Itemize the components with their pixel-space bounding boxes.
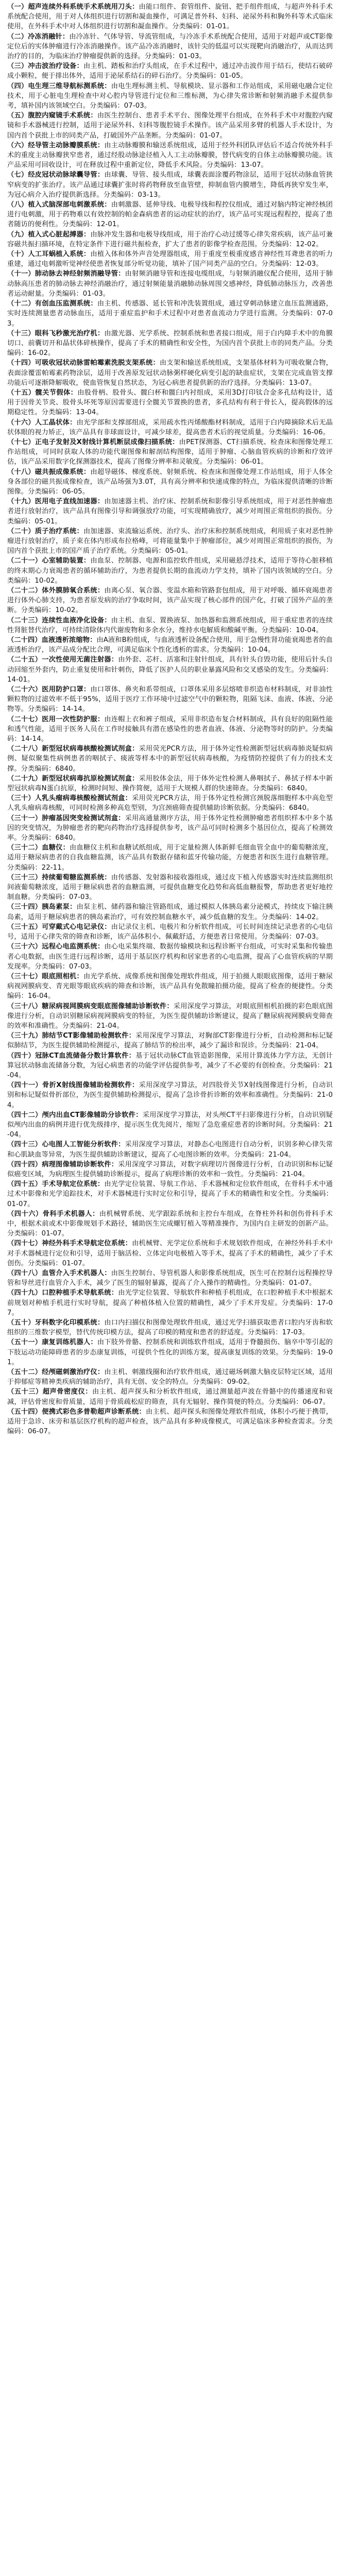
entry-paragraph bbox=[7, 942, 333, 972]
entry-heading: （二十八）新型冠状病毒核酸检测试剂盒： bbox=[7, 745, 139, 753]
entry-heading: （三十六）远程心电监测系统： bbox=[7, 943, 105, 951]
entry-text: 由主机、传感器、延长管和冲洗装置组成，通过穿刺动脉建立血压监测通路，实时连续测量患者动脉血压，适用于重症监护和手术过程中对患者血流动力学进行监测。分类编码：07-03。 bbox=[7, 300, 333, 328]
entry-text: 由泵主机、储药器和输注管路组成，通过模拟人体胰岛素分泌模式，持续皮下输注胰岛素，适用于糖尿病患者的胰岛素治疗，可有效控制血糖水平，减少低血糖的发生。分类编码：14-02。 bbox=[7, 903, 333, 921]
entry-heading: （二十九）新型冠状病毒抗原检测试剂盒： bbox=[7, 774, 139, 783]
entry-paragraph bbox=[7, 170, 333, 200]
entry-paragraph bbox=[7, 1318, 333, 1337]
entry-paragraph bbox=[7, 1337, 333, 1367]
entry-paragraph bbox=[7, 1288, 333, 1318]
entry-heading: （五十三）超声骨密度仪： bbox=[7, 1388, 92, 1396]
entry-text: 由A液和B粉组成，与血液透析设备配合使用，用于急慢性肾功能衰竭患者的血液透析治疗，该产品成分配比合理，可满足临床个性化透析的需求。分类编码：10-04。 bbox=[7, 636, 333, 654]
entry-heading: （三十四）胰岛素泵： bbox=[7, 903, 77, 911]
entry-heading: （三十九）肺结节CT影像辅助检测软件： bbox=[7, 1032, 136, 1040]
entry-paragraph bbox=[7, 902, 333, 922]
entry-paragraph bbox=[7, 1367, 333, 1387]
entry-heading: （十九）医用电子直线加速器： bbox=[7, 498, 105, 506]
entry-text: 基于冠状动脉CT血管造影图像，采用计算流体力学方法，无创计算冠状动脉血流储备分数，为冠心病患者的功能学评估提供参考，减少了不必要的有创检查。分类编码：21-04。 bbox=[7, 1052, 333, 1079]
entry-paragraph bbox=[7, 527, 333, 556]
entry-paragraph bbox=[7, 299, 333, 329]
entry-paragraph bbox=[7, 329, 333, 359]
entry-heading: （三十三）持续葡萄糖监测系统： bbox=[7, 873, 111, 882]
entry-paragraph bbox=[7, 814, 333, 843]
entry-text: 采用深度学习算法，对胸部CT影像进行分析，自动检测和标记疑似肺结节，为医生提供辅助检测提示，提高了肺结节的检出率，减少了漏诊和误诊。分类编码：21-04。 bbox=[7, 1032, 333, 1050]
entry-heading: （四十三）心电图人工智能分析软件： bbox=[7, 1141, 125, 1149]
entry-paragraph bbox=[7, 1002, 333, 1031]
entry-heading: （四十）冠脉CT血流储备分数计算软件： bbox=[7, 1052, 136, 1060]
entry-paragraph bbox=[7, 1080, 333, 1110]
entry-heading: （十八）磁共振成像系统： bbox=[7, 468, 91, 476]
entry-text: 由主机、超声探头和分析软件组成，通过测量超声波在骨骼中的传播速度和衰减，评估骨密度和骨质量，适用于骨质疏松症的筛查，具有无辐射、操作简便的特点。分类编码：06-07。 bbox=[7, 1388, 333, 1406]
entry-heading: （五十二）经颅磁刺激治疗仪： bbox=[7, 1368, 105, 1377]
entry-text: 由记录仪主机、电极片和分析软件组成，可长时间连续记录患者的心电信号，适用于心律失常的筛查和诊断，该产品体积小、佩戴舒适，方便患者日常使用。分类编码：07-03。 bbox=[7, 923, 333, 941]
entry-paragraph bbox=[7, 635, 333, 655]
entry-heading: （三十七）眼底照相机： bbox=[7, 972, 83, 980]
entry-paragraph bbox=[7, 1031, 333, 1050]
entry-heading: （四十五）手术导航定位系统： bbox=[7, 1180, 105, 1189]
entry-text: 由血糖仪主机和血糖试纸组成，用于定量检测人体新鲜毛细血管全血中的葡萄糖浓度，适用于糖尿病患者的自我血糖监测，该产品具有数据存储和蓝牙传输功能，方便患者和医生进行血糖管理。分类编码：22-11。 bbox=[7, 844, 333, 872]
entry-paragraph bbox=[7, 269, 333, 299]
entry-paragraph bbox=[7, 972, 333, 1002]
entry-heading: （七）经皮冠状动脉球囊导管： bbox=[7, 171, 105, 179]
entry-text: 由支架和输送系统组成，支架基体材料为可吸收聚合物，表面涂覆雷帕霉素药物涂层，适用于改善原发冠状动脉粥样硬化病变引起的缺血症状，支架在完成血管支撑功能后可逐渐降解吸收，使血管恢复自然状态，为冠心病患者提供新的治疗选择。分类编码：13-07。 bbox=[7, 359, 333, 387]
entry-text: 由射频消融导管和连接电缆组成，与射频消融仪配合使用，适用于肺动脉高压患者的肺动脉去神经消融治疗，通过射频能量消融肺动脉周围交感神经，降低肺动脉压力，改善患者运动耐量。分类编码：01-03。 bbox=[7, 270, 333, 298]
entry-text: 采用深度学习算法，对静态心电图进行自动分析，识别多种心律失常和心肌缺血等异常，为医生提供辅助诊断建议，提高了心电图诊断的效率。分类编码：21-04。 bbox=[7, 1141, 333, 1159]
entry-heading: （三十二）血糖仪： bbox=[7, 844, 70, 852]
entry-text: 由外套、芯杆、活塞和注射针组成，具有针头自毁功能，使用后针头自动回缩至外套内，防止重复使用和针刺伤，降低了医护人员的职业暴露风险和交叉感染的发生。分类编码：14-01。 bbox=[7, 656, 333, 684]
entry-paragraph bbox=[7, 32, 333, 62]
entry-heading: （二）冷冻消融针： bbox=[7, 32, 70, 41]
entry-heading: （二十二）体外膜肺氧合系统： bbox=[7, 586, 105, 595]
entry-heading: （四十六）骨科手术机器人： bbox=[7, 1210, 99, 1218]
entry-heading: （五十）牙科数字化印模系统： bbox=[7, 1319, 105, 1327]
entry-paragraph bbox=[7, 556, 333, 586]
entry-heading: （四十二）颅内出血CT影像辅助分诊软件： bbox=[7, 1111, 143, 1119]
entry-paragraph bbox=[7, 586, 333, 616]
entry-text: 由股骨柄、股骨头、髋臼杯和髋臼内衬组成，采用3D打印钛合金多孔结构设计，适用于因骨关节炎、股骨头坏死等原因需要进行全髋关节置换的患者，多孔结构有利于骨长入，提高假体的远期稳定性。分类编码：13-04。 bbox=[7, 388, 333, 417]
entry-paragraph bbox=[7, 497, 333, 527]
entry-text: 由离心泵、氧合器、变温水箱和管路套包组成，用于对呼吸、循环衰竭患者进行体外心肺支持，为患者原发病的治疗争取时间，该产品实现了核心部件的国产化，打破了国外产品的垄断。分类编码：10-02。 bbox=[7, 586, 333, 615]
entry-text: 由加速器主机、治疗床、控制系统和影像引导系统组成，用于对恶性肿瘤患者进行放射治疗，该产品具有图像引导和调强放疗功能，可实现精确放疗，减少对周围正常组织的损伤。分类编码：05-01。 bbox=[7, 498, 333, 526]
entry-heading: （三十一）肿瘤基因突变检测试剂盒： bbox=[7, 814, 125, 822]
entry-text: 由光学定位装置、导航工作站、手术器械和定位软件组成，在骨科手术中通过术中影像和光学追踪技术，对手术器械进行实时定位和引导，提高了手术的精确性和安全性。分类编码：01-07。 bbox=[7, 1180, 333, 1208]
entry-paragraph bbox=[7, 230, 333, 249]
entry-text: 由主机、超声探头和图像处理软件组成，体积小巧便于携带，适用于急诊、床旁和基层医疗机构的超声检查，该产品具有多种成像模式，可满足临床多种检查需求。分类编码：06-07。 bbox=[7, 1408, 333, 1436]
entry-text: 由主机、血泵、置换液泵、加热器和监测系统组成，用于重症患者的连续性肾脏替代治疗，可持续清除体内代谢废物和多余水分，维持水电解质和酸碱平衡。分类编码：10-04。 bbox=[7, 616, 333, 634]
entry-heading: （五）腹腔内窥镜手术系统： bbox=[7, 112, 97, 120]
entry-text: 采用胶体金法，用于体外定性检测人鼻咽拭子、鼻拭子样本中新型冠状病毒N蛋白抗原，检测时间短、操作简便，适用于大规模人群的快速筛查。分类编码：6840。 bbox=[7, 774, 333, 793]
entry-heading: （一）超声连续外科系统手术系统用刀头： bbox=[7, 3, 139, 11]
entry-paragraph bbox=[7, 467, 333, 497]
entry-text: 由主动脉瓣膜和输送系统组成，适用于经外科团队评估后不适合传统外科手术的重度主动脉瓣狭窄患者，通过经股动脉途径植入人工主动脉瓣膜，替代病变的自体主动脉瓣膜功能。该产品采用可回收设计，可在释放过程中重新定位，降低手术风险。分类编码：13-07。 bbox=[7, 141, 333, 170]
entry-text: 由球囊、导管、接头组成，球囊表面涂覆药物涂层，适用于冠状动脉血管狭窄病变的扩张治疗。该产品通过球囊扩张时将药物释放至血管壁，抑制血管内膜增生，降低再狭窄发生率，为冠心病介入治疗提供新选择。分类编码：03-13。 bbox=[7, 171, 333, 199]
entry-paragraph bbox=[7, 1160, 333, 1179]
entry-text: 由医生控制台、导管机器人和影像系统组成，医生可在控制台远程操控导管和导丝进行血管介入手术，减少了医生的辐射暴露，提高了介入操作的精确性。分类编码：01-07。 bbox=[7, 1269, 333, 1287]
entry-heading: （二十三）连续性血液净化设备： bbox=[7, 616, 111, 624]
entry-paragraph bbox=[7, 249, 333, 269]
entry-text: 由主机、踏板和治疗头组成，在手术过程中，通过冲击波作用于结石，使结石破碎成小颗粒，便于排出体外，适用于泌尿系结石的碎石治疗。分类编码：01-05。 bbox=[7, 62, 333, 80]
entry-text: 由植入体和体外声音处理器组成，用于重度至极重度感音神经性耳聋患者的听力重建，通过电刺激听觉神经使患者恢复部分听觉功能，填补了国产同类产品的空白。分类编码：12-03。 bbox=[7, 250, 333, 268]
entry-text: 由电生理标测主机、导航模块、显示器和工作站组成，采用磁电融合定位技术，用于心脏电生理检查中对心腔内导管进行定位和三维标测，为心律失常诊断和射频消融手术提供参考，填补国内该领域空白。分类编码：07-03。 bbox=[7, 82, 333, 110]
entry-heading: （九）植入式心脏起搏器： bbox=[7, 230, 91, 239]
entry-paragraph bbox=[7, 1209, 333, 1239]
entry-heading: （三十）人乳头瘤病毒核酸检测试剂盒： bbox=[7, 794, 132, 803]
entry-text: 由主机、刺激线圈和治疗软件组成，通过磁场刺激大脑皮层特定区域，适用于抑郁症等精神类疾病的辅助治疗，具有无创、安全的特点。分类编码：09-02。 bbox=[7, 1368, 333, 1386]
entry-paragraph bbox=[7, 358, 333, 388]
entry-paragraph bbox=[7, 715, 333, 744]
entry-paragraph bbox=[7, 1387, 333, 1406]
entry-paragraph bbox=[7, 418, 333, 437]
entry-paragraph bbox=[7, 437, 333, 467]
entry-paragraph bbox=[7, 388, 333, 418]
entry-heading: （四）电生理三维导航标测系统： bbox=[7, 82, 111, 90]
entry-text: 由机械臂系统、光学跟踪系统和主控台车组成，在脊柱外科和创伤骨科手术中，根据术前或术中影像规划手术路径，辅助医生完成螺钉植入等精准操作，为国内自主研发的创新产品。分类编码：01-07。 bbox=[7, 1210, 333, 1238]
entry-paragraph bbox=[7, 1179, 333, 1209]
entry-text: 采用深度学习算法，对数字病理切片图像进行分析，自动识别和标记疑似癌变区域，为病理医生提供辅助诊断提示，提高了病理诊断的效率和一致性。分类编码：21-04。 bbox=[7, 1160, 333, 1178]
entry-heading: （二十七）医用一次性防护服： bbox=[7, 715, 105, 723]
entry-text: 采用荧光PCR方法，用于体外定性检测新型冠状病毒肺炎疑似病例、疑似聚集性病例患者的咽拭子、痰液等样本中的新型冠状病毒核酸，为疫情防控提供了有力的技术支撑。分类编码：6840。 bbox=[7, 745, 333, 773]
entry-heading: （二十一）心室辅助装置： bbox=[7, 557, 91, 565]
entry-heading: （十一）肺动脉去神经射频消融导管： bbox=[7, 270, 125, 278]
entry-heading: （二十四）血液透析浓缩物： bbox=[7, 636, 97, 644]
entry-text: 采用深度学习算法，对头颅CT平扫影像进行分析，自动识别疑似颅内出血的病例并进行优先级排序，提示医生优先阅片，缩短了急危重症患者的诊断时间。分类编码：21-04。 bbox=[7, 1111, 333, 1139]
entry-text: 由能口组件、套管组件、旋钮、把手组件组成，与超声外科手术系统配合使用，用于对人体组织进行切割和凝血操作，可满足普外科、妇科、泌尿外科和胸外科等术式临床使用，在外科手术中对人体组织进行切割和凝血操作。分类编码：01-01。 bbox=[7, 3, 333, 31]
entry-paragraph bbox=[7, 1268, 333, 1288]
entry-paragraph bbox=[7, 774, 333, 793]
entry-heading: （八）植入式脑深部电刺激系统： bbox=[7, 201, 111, 209]
entry-heading: （四十八）血管介入手术机器人： bbox=[7, 1269, 111, 1277]
entry-text: 由心电采集终端、数据传输模块和远程诊断平台组成，可实时采集和传输患者心电数据，由医生进行远程诊断，适用于基层医疗机构和居家患者的心电监测，提高了心血管疾病的早期发现率。分类编码：07-03。 bbox=[7, 943, 333, 971]
entry-paragraph bbox=[7, 1051, 333, 1081]
entry-heading: （十七）正电子发射及X射线计算机断层成像扫描系统： bbox=[7, 438, 179, 446]
entry-heading: （三）冲击波治疗设备： bbox=[7, 62, 83, 71]
entry-heading: （二十六）医用防护口罩： bbox=[7, 686, 91, 694]
entry-paragraph bbox=[7, 111, 333, 141]
entry-text: 由下肢外骨骼、控制系统和训练软件组成，适用于脊髓损伤、脑卒中等引起的下肢运动功能障碍患者的步态康复训练，可提供个性化的训练方案，提高康复训练的效果。分类编码：19-01。 bbox=[7, 1338, 333, 1366]
entry-paragraph bbox=[7, 922, 333, 942]
entry-heading: （三十八）糖尿病视网膜病变眼底图像辅助诊断软件： bbox=[7, 1002, 174, 1010]
entry-paragraph bbox=[7, 2, 333, 32]
entry-paragraph bbox=[7, 61, 333, 81]
entry-heading: （二十）质子治疗系统： bbox=[7, 527, 83, 535]
entry-paragraph bbox=[7, 744, 333, 774]
entry-heading: （五十四）便携式彩色多普勒超声诊断系统： bbox=[7, 1408, 146, 1416]
entry-heading: （二十五）一次性使用无菌注射器： bbox=[7, 656, 118, 664]
entry-text: 由加速器、束流输运系统、治疗头、治疗床和控制系统组成，利用质子束对恶性肿瘤进行放射治疗，质子束在体内形成布拉格峰，可将能量集中于肿瘤部位，减少对周围正常组织的损伤，为国内首个获批上市的国产质子治疗系统。分类编码：05-01。 bbox=[7, 527, 333, 555]
entry-heading: （十六）人工晶状体： bbox=[7, 418, 77, 427]
entry-text: 由光学定位装置、导航软件和种植手机组成，在口腔种植手术中根据术前规划对种植手机进行实时导航，提高了种植体植入位置的精确性，减少了手术并发症。分类编码：17-07。 bbox=[7, 1289, 333, 1317]
entry-text: 由机械臂、光学定位系统和手术规划软件组成，在神经外科手术中对手术器械进行定位和引导，适用于脑活检、立体定向电极植入等手术，提高了手术的精确性，减少了手术创伤。分类编码：01-07。 bbox=[7, 1240, 333, 1267]
entry-text: 由冷冻针、气体导管、导流管组成，与冷冻手术系统配合使用，适用于对超声或CT影像定位后的实体肿瘤进行冷冻消融操作。该产品冷冻消融时，该针尖的低温可以实现靶向消融治疗，从而达到治疗的目的，为临床治疗肿瘤提供新的选择。分类编码：01-03。 bbox=[7, 32, 333, 61]
entry-text: 采用深度学习算法，对眼底照相机拍摄的彩色眼底图像进行分析，自动识别糖尿病视网膜病变的特征，为医生提供辅助诊断建议，提高了糖尿病视网膜病变筛查的效率和准确性。分类编码：21-04。 bbox=[7, 1002, 333, 1030]
entry-paragraph bbox=[7, 1140, 333, 1159]
entry-heading: （十）人工耳蜗植入系统： bbox=[7, 250, 91, 259]
entry-paragraph bbox=[7, 81, 333, 111]
entry-paragraph bbox=[7, 200, 333, 230]
entry-text: 由光学部和支撑部组成，采用疏水性丙烯酸酯材料制成，适用于白内障摘除术后无晶状体眼的视力矫正，该产品具有非球面设计，可减少球差，提高患者术后的视觉质量。分类编码：16-06。 bbox=[7, 418, 333, 436]
entry-text: 由血泵、控制器、电源和监控软件组成，采用磁悬浮技术，适用于等待心脏移植的终末期心力衰竭患者的循环辅助治疗，为患者提供长期的血流动力学支持，填补了国内该领域的空白。分类编码：10-02。 bbox=[7, 557, 333, 585]
entry-heading: （四十一）骨折X射线图像辅助检测软件： bbox=[7, 1081, 139, 1090]
entry-paragraph bbox=[7, 1407, 333, 1437]
entry-heading: （六）经导管主动脉瓣膜系统： bbox=[7, 141, 105, 149]
entry-text: 由口罩体、鼻夹和系带组成，口罩体采用多层熔喷非织造布材料制成，对非油性颗粒物的过滤效率不低于95%，适用于医疗工作环境中过滤空气中的颗粒物，阻隔飞沫、血液、体液、分泌物等。分类编码：14-14。 bbox=[7, 686, 333, 714]
entry-paragraph bbox=[7, 793, 333, 813]
entry-text: 采用荧光PCR方法，用于体外定性检测宫颈脱落细胞样本中高危型人乳头瘤病毒核酸，可同时检测多种高危型别，为宫颈癌筛查提供辅助诊断依据。分类编码：6840。 bbox=[7, 794, 333, 812]
entry-paragraph bbox=[7, 685, 333, 715]
entry-text: 由光学系统、成像系统和图像处理软件组成，用于拍摄人眼眼底图像，适用于糖尿病视网膜病变、青光眼等眼底疾病的筛查和诊断，该产品具有免散瞳拍摄功能，提高了检查的便捷性。分类编码：16-04。 bbox=[7, 972, 333, 1001]
entry-text: 由口内扫描仪和图像处理软件组成，通过光学扫描获取患者口腔内牙齿和软组织的三维数字模型，替代传统印模方法，提高了印模的精度和患者的舒适度。分类编码：17-03。 bbox=[7, 1319, 333, 1337]
entry-text: 由脉冲发生器和电极导线组成，用于治疗心动过缓等心律失常疾病，该产品可兼容磁共振扫描环境，在特定条件下进行磁共振检查，扩大了患者的影像学检查范围。分类编码：12-02。 bbox=[7, 230, 333, 248]
entry-paragraph bbox=[7, 655, 333, 685]
entry-text: 由连帽上衣和裤子组成，采用非织造布复合材料制成，具有良好的阻隔性能和透气性能，适用于医务人员在工作时接触具有潜在感染性的患者血液、体液、分泌物等时的防护。分类编码：14-14。 bbox=[7, 715, 333, 743]
entry-paragraph bbox=[7, 843, 333, 873]
entry-heading: （十三）眼科飞秒激光治疗机： bbox=[7, 329, 105, 337]
entry-paragraph bbox=[7, 616, 333, 635]
entry-heading: （四十七）神经外科手术导航定位系统： bbox=[7, 1240, 132, 1248]
entry-paragraph bbox=[7, 873, 333, 903]
entry-heading: （十四）可吸收冠状动脉雷帕霉素洗脱支架系统： bbox=[7, 359, 160, 367]
entry-text: 采用高通量测序方法，用于体外定性检测肿瘤患者组织样本中多个基因的突变情况，为肿瘤患者的靶向药物治疗选择提供参考，该产品可同时检测多个基因位点，提高了检测效率。分类编码：6840。 bbox=[7, 814, 333, 842]
entry-text: 由PET探测器、CT扫描系统、检查床和图像处理工作站组成，可同时获取人体的功能代谢图像和解剖结构图像，适用于肿瘤、心脑血管疾病的诊断和疗效评估，该产品采用数字化探测器技术，提高了图像分辨率和灵敏度。分类编码：06-01。 bbox=[7, 438, 333, 466]
entry-text: 由刺激器、延伸导线、电极导线和程控仪组成，通过对脑内特定神经核团进行电刺激，用于药物难以有效控制的帕金森病患者的运动症状的治疗，该产品可实现远程程控，提高了患者随访的便利性。分类编码：12-01。 bbox=[7, 201, 333, 229]
entry-paragraph bbox=[7, 1239, 333, 1268]
entry-paragraph bbox=[7, 141, 333, 171]
entry-heading: （四十九）口腔种植手术导航系统： bbox=[7, 1289, 118, 1297]
entry-heading: （三十五）可穿戴式心电记录仪： bbox=[7, 923, 111, 931]
entry-heading: （十二）有创血压监测系统： bbox=[7, 300, 97, 308]
entry-heading: （十五）髋关节假体： bbox=[7, 388, 78, 397]
entry-text: 采用深度学习算法，对四肢骨关节X射线图像进行分析，自动识别和标记疑似骨折部位，为医生提供辅助检测提示，提高了急诊骨折诊断的效率和准确性。分类编码：21-04。 bbox=[7, 1081, 333, 1109]
entry-text: 由超导磁体、梯度系统、射频系统、检查床和图像处理工作站组成，用于人体全身各部位的磁共振成像检查，该产品场强为3.0T，具有高分辨率和快速成像的特点，为临床提供清晰的诊断图像。分类编码：06-05。 bbox=[7, 468, 333, 496]
entry-heading: （五十一）康复训练机器人： bbox=[7, 1338, 97, 1347]
entry-text: 由激光器、光学系统、控制系统和患者接口组成，用于白内障手术中的角膜切口、前囊切开和晶状体碎核操作，提高了手术的精确性和安全性，为国内首个获批上市的同类产品。分类编码：16-02。 bbox=[7, 329, 333, 358]
entry-text: 由医生控制台、患者手术平台、图像处理平台组成，在外科手术中对腹腔内窥镜和手术器械进行控制，适用于泌尿外科、妇科等腹腔镜手术操作。该产品采用多臂的机器人手术设计，为国内首个获批上市的同类产品，打破国外产品垄断。分类编码：01-07。 bbox=[7, 112, 333, 140]
entry-paragraph bbox=[7, 1110, 333, 1140]
entry-text: 由传感器、发射器和接收器组成，通过皮下植入传感器实时连续监测组织间液葡萄糖浓度，适用于糖尿病患者的血糖监测，可提供血糖变化趋势和高低血糖报警，帮助患者更好地控制血糖。分类编码：07-03。 bbox=[7, 873, 333, 902]
entry-heading: （四十四）病理图像辅助诊断软件： bbox=[7, 1160, 118, 1168]
